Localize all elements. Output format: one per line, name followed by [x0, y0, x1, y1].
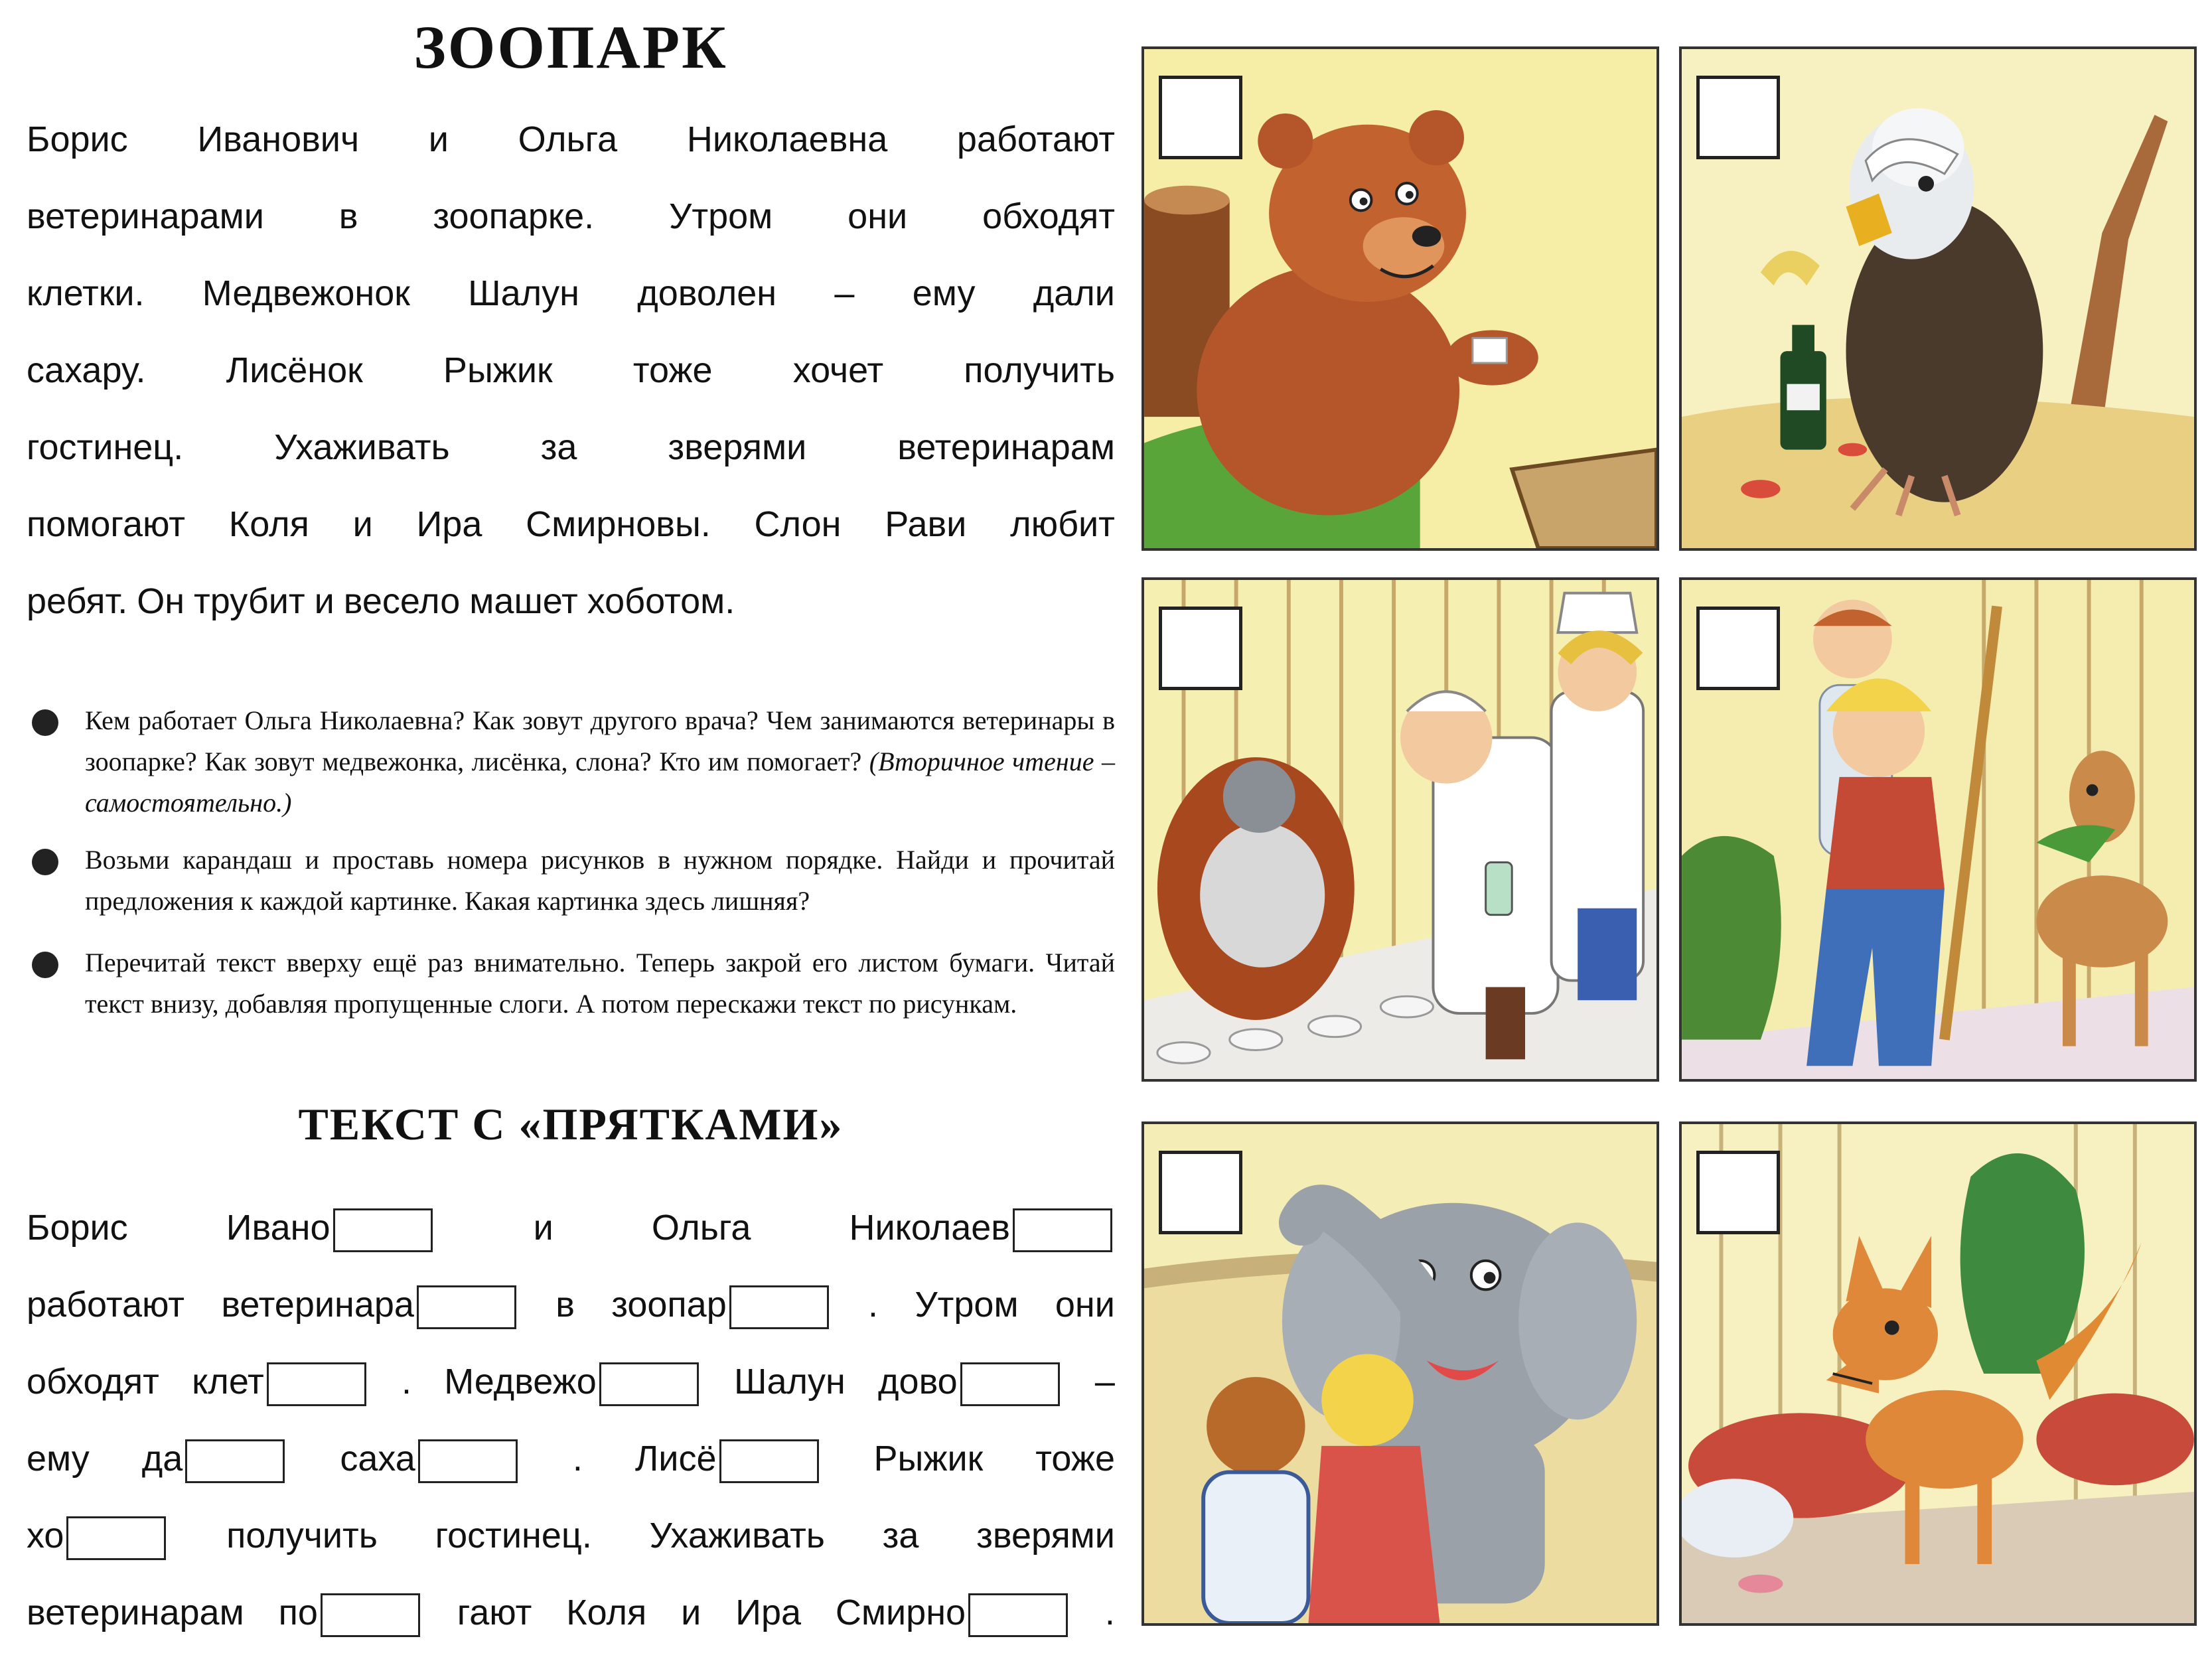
- question-main-text: Перечитай текст вверху ещё раз внимательно. Теперь закрой его листом бумаги. Читай текст внизу, добавляя пропущенные слоги. А потом перескажи текст по рисункам.: [85, 948, 1115, 1019]
- number-box[interactable]: [1696, 1151, 1780, 1234]
- blank-box[interactable]: [267, 1362, 366, 1406]
- gap-word-group: [878, 1355, 1063, 1408]
- story-word: Медвежонок: [202, 273, 410, 313]
- story-word: Рыжик: [443, 350, 553, 390]
- number-box[interactable]: [1696, 76, 1780, 159]
- story-word: и: [314, 581, 334, 621]
- story-word: ему: [912, 273, 976, 313]
- gap-word: получить: [226, 1516, 378, 1555]
- gap-word: Ухаживать: [649, 1516, 825, 1555]
- gap-word-group: [868, 1278, 878, 1331]
- gap-word: и: [681, 1593, 701, 1632]
- gap-word: за: [882, 1516, 919, 1555]
- gap-word-group: [849, 1201, 1115, 1254]
- story-word: –: [834, 273, 855, 313]
- story-word: гостинец.: [27, 427, 184, 467]
- gap-word-group: [279, 1586, 423, 1639]
- gap-word: .: [868, 1285, 879, 1325]
- gap-word: зверями: [976, 1516, 1115, 1555]
- gap-word: Смирно: [835, 1593, 966, 1632]
- gap-word: дово: [878, 1362, 958, 1402]
- blank-box[interactable]: [599, 1362, 699, 1406]
- blank-box[interactable]: [1013, 1208, 1112, 1252]
- picture-grid: [1142, 46, 2203, 1632]
- question-text: [85, 839, 1115, 922]
- gap-word: Ира: [735, 1593, 802, 1632]
- story-word: сахару.: [27, 350, 146, 390]
- story-word: Утром: [669, 196, 773, 236]
- story-word: доволен: [637, 273, 777, 313]
- blank-box[interactable]: [185, 1439, 285, 1483]
- gap-word-group: [402, 1355, 411, 1408]
- story-word: в: [338, 196, 358, 236]
- story-word: получить: [964, 350, 1115, 390]
- gap-word-group: [340, 1432, 520, 1485]
- gap-word: саха: [340, 1439, 415, 1479]
- story-line: [27, 344, 1115, 397]
- gap-word-group: [226, 1201, 435, 1254]
- blank-box[interactable]: [66, 1516, 166, 1560]
- blank-box[interactable]: [321, 1593, 420, 1637]
- bullet-icon: [32, 952, 58, 978]
- story-word: любит: [1010, 504, 1115, 544]
- gap-word: ветеринарам: [27, 1593, 244, 1632]
- picture-panel-bear: [1142, 46, 1659, 551]
- picture-panel-fox: [1679, 1121, 2197, 1626]
- gap-word: тоже: [1035, 1439, 1115, 1479]
- gap-word: ему: [27, 1439, 90, 1479]
- gap-word: –: [1094, 1362, 1115, 1402]
- story-word: Ира: [416, 504, 482, 544]
- story-word: Иванович: [197, 119, 360, 159]
- question-text: [85, 700, 1115, 824]
- blank-box[interactable]: [418, 1439, 518, 1483]
- gap-word: зоопар: [611, 1285, 727, 1325]
- gap-word-group: [444, 1355, 701, 1408]
- picture-panel-deer: [1679, 577, 2197, 1082]
- bullet-icon: [32, 849, 58, 875]
- story-word: помогают: [27, 504, 186, 544]
- page-title: ЗООПАРК: [413, 13, 728, 81]
- story-word: Смирновы.: [526, 504, 711, 544]
- gap-word: гают: [457, 1593, 532, 1632]
- gap-line: [27, 1509, 1115, 1562]
- gap-word: по: [278, 1593, 318, 1632]
- blank-box[interactable]: [960, 1362, 1060, 1406]
- gap-word: Шалун: [733, 1362, 846, 1402]
- story-line: [27, 498, 1115, 551]
- story-word: Коля: [228, 504, 309, 544]
- gap-word-group: [27, 1509, 169, 1562]
- story-word: ветеринарами: [27, 196, 264, 236]
- story-word: хочет: [792, 350, 884, 390]
- story-word: клетки.: [27, 273, 145, 313]
- gap-word: гостинец.: [435, 1516, 592, 1555]
- blank-box[interactable]: [719, 1439, 819, 1483]
- story-word: зоопарке.: [433, 196, 595, 236]
- question-main-text: Кем работает Ольга Николаевна? Как зовут другого врача? Чем занимаются ветеринары в зоопарке? Как зовут медвежонка, лисёнка, слона? Кто им помогает?: [85, 705, 1115, 776]
- gap-word-group: [1105, 1586, 1115, 1639]
- story-word: зверями: [668, 427, 807, 467]
- gap-word: Коля: [566, 1593, 647, 1632]
- story-word: Борис: [27, 119, 128, 159]
- story-word: трубит: [194, 581, 305, 621]
- story-word: Он: [137, 581, 185, 621]
- question-italic-note: (Вторичное чтение – самостоятельно.): [85, 747, 1115, 818]
- gap-line: [27, 1278, 1115, 1331]
- bullet-icon: [32, 709, 58, 736]
- story-word: Шалун: [468, 273, 579, 313]
- gap-word-group: [142, 1432, 288, 1485]
- story-word: хоботом.: [587, 581, 735, 621]
- question-text: [85, 942, 1115, 1025]
- gap-line: [27, 1355, 1115, 1408]
- text-column: [27, 0, 1115, 1659]
- gap-word: .: [572, 1439, 583, 1479]
- gap-word: работают: [27, 1285, 185, 1325]
- gap-word: Утром: [915, 1285, 1019, 1325]
- picture-panel-orangutan: [1142, 577, 1659, 1082]
- gap-word: Лисё: [634, 1439, 717, 1479]
- story-word: они: [848, 196, 908, 236]
- gap-word: обходят: [27, 1362, 159, 1402]
- gap-word-group: [836, 1586, 1070, 1639]
- gap-word: Ивано: [226, 1208, 331, 1248]
- blank-box[interactable]: [417, 1285, 516, 1329]
- blank-box[interactable]: [968, 1593, 1068, 1637]
- gap-word: Николаев: [849, 1208, 1010, 1248]
- story-word: и: [428, 119, 449, 159]
- gap-word: они: [1055, 1285, 1115, 1325]
- story-word: обходят: [982, 196, 1115, 236]
- story-line: [27, 421, 1115, 474]
- story-word: за: [540, 427, 577, 467]
- story-word: ветеринарам: [897, 427, 1115, 467]
- gap-line: [27, 1432, 1115, 1485]
- gap-word: да: [141, 1439, 183, 1479]
- story-word: машет: [469, 581, 578, 621]
- gap-word: клет: [192, 1362, 264, 1402]
- story-word: ребят.: [27, 581, 128, 621]
- gap-word-group: [635, 1432, 822, 1485]
- story-line: [27, 267, 1115, 320]
- story-word: Слон: [754, 504, 842, 544]
- gap-line: [27, 1586, 1115, 1639]
- story-word: дали: [1033, 273, 1115, 313]
- story-line: [27, 113, 1115, 166]
- gap-word: .: [1104, 1593, 1115, 1632]
- story-line: [27, 575, 1115, 628]
- story-word: Ухаживать: [274, 427, 450, 467]
- story-word: Ольга: [518, 119, 618, 159]
- section-subtitle: ТЕКСТ С «ПРЯТКАМИ»: [298, 1099, 844, 1149]
- number-box[interactable]: [1159, 76, 1242, 159]
- gap-word: Ольга: [651, 1208, 751, 1248]
- blank-box[interactable]: [333, 1208, 433, 1252]
- number-box[interactable]: [1696, 607, 1780, 690]
- gap-word-group: [192, 1355, 369, 1408]
- story-word: Рави: [885, 504, 967, 544]
- gap-word: хо: [27, 1516, 64, 1555]
- story-word: тоже: [632, 350, 713, 390]
- gap-word-group: [573, 1432, 583, 1485]
- gap-word: Медвежо: [444, 1362, 597, 1402]
- story-word: Лисёнок: [226, 350, 363, 390]
- story-line: [27, 190, 1115, 243]
- gap-word-group: [221, 1278, 519, 1331]
- number-box[interactable]: [1159, 1151, 1242, 1234]
- gap-word-group: [611, 1278, 832, 1331]
- gap-line: [27, 1201, 1115, 1254]
- picture-panel-elephant: [1142, 1121, 1659, 1626]
- story-word: Николаевна: [686, 119, 888, 159]
- gap-word: ветеринара: [221, 1285, 414, 1325]
- question-main-text: Возьми карандаш и проставь номера рисунков в нужном порядке. Найди и прочитай предложения к каждой картинке. Какая картинка здесь лишняя?: [85, 845, 1115, 916]
- gap-word: в: [555, 1285, 575, 1325]
- gap-word: Рыжик: [873, 1439, 984, 1479]
- gap-word: и: [533, 1208, 553, 1248]
- gap-word: Борис: [27, 1208, 128, 1248]
- gap-word: .: [401, 1362, 411, 1402]
- number-box[interactable]: [1159, 607, 1242, 690]
- story-word: работают: [956, 119, 1115, 159]
- blank-box[interactable]: [729, 1285, 829, 1329]
- picture-panel-vulture: [1679, 46, 2197, 551]
- story-word: и: [352, 504, 373, 544]
- story-word: весело: [343, 581, 461, 621]
